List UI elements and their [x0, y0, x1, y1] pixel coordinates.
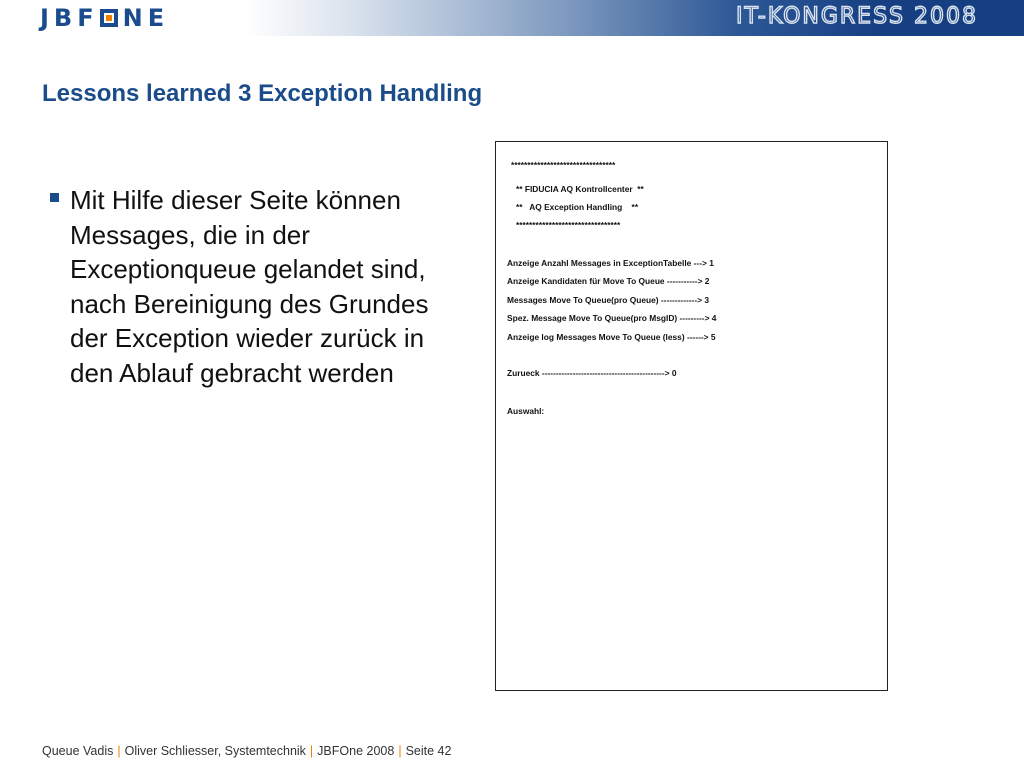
footer-separator: | [309, 744, 314, 758]
footer-separator: | [117, 744, 121, 758]
footer-part-3: JBFOne 2008 [317, 744, 395, 758]
console-back-item: Zurueck --------------------------------------------> 0 [507, 368, 677, 378]
slide-title: Lessons learned 3 Exception Handling [42, 80, 483, 107]
console-stars-top: ******************************** [511, 160, 616, 170]
logo-o-mark-icon [100, 9, 118, 27]
console-menu-item-3: Messages Move To Queue(pro Queue) -------------> 3 [507, 295, 710, 305]
console-menu-item-2: Anzeige Kandidaten für Move To Queue -----------> 2 [507, 276, 710, 286]
footer [42, 744, 451, 758]
square-bullet-icon [50, 193, 59, 202]
event-title: IT-KONGRESS 2008 [736, 4, 978, 29]
console-menu-item-4: Spez. Message Move To Queue(pro MsgID) ---------> 4 [507, 313, 717, 323]
footer-separator: | [398, 744, 402, 758]
console-screenshot [495, 141, 888, 691]
console-banner-title: ** FIDUCIA AQ Kontrollcenter ** [516, 184, 644, 194]
console-stars-bottom: ******************************** [516, 220, 621, 230]
console-prompt: Auswahl: [507, 406, 545, 416]
footer-part-1: Queue Vadis [42, 744, 114, 758]
bullet-item [50, 183, 460, 390]
logo-text-right: NE [122, 4, 170, 32]
footer-part-2: Oliver Schliesser, Systemtechnik [124, 744, 306, 758]
bullet-text: Mit Hilfe dieser Seite können Messages, die in der Exceptionqueue gelandet sind, nach Bereinigung des Grundes der Exception wieder zurück in den Ablauf gebracht werden [70, 185, 429, 388]
logo-text-left: JBF [40, 4, 99, 32]
console-banner-sub: ** AQ Exception Handling ** [516, 202, 639, 212]
console-menu-item-5: Anzeige log Messages Move To Queue (less) ------> 5 [507, 332, 716, 342]
header-band [0, 0, 1024, 36]
footer-page-number: Seite 42 [405, 744, 452, 758]
console-menu-item-1: Anzeige Anzahl Messages in ExceptionTabelle ---> 1 [507, 258, 714, 268]
jbfone-logo [40, 5, 169, 31]
